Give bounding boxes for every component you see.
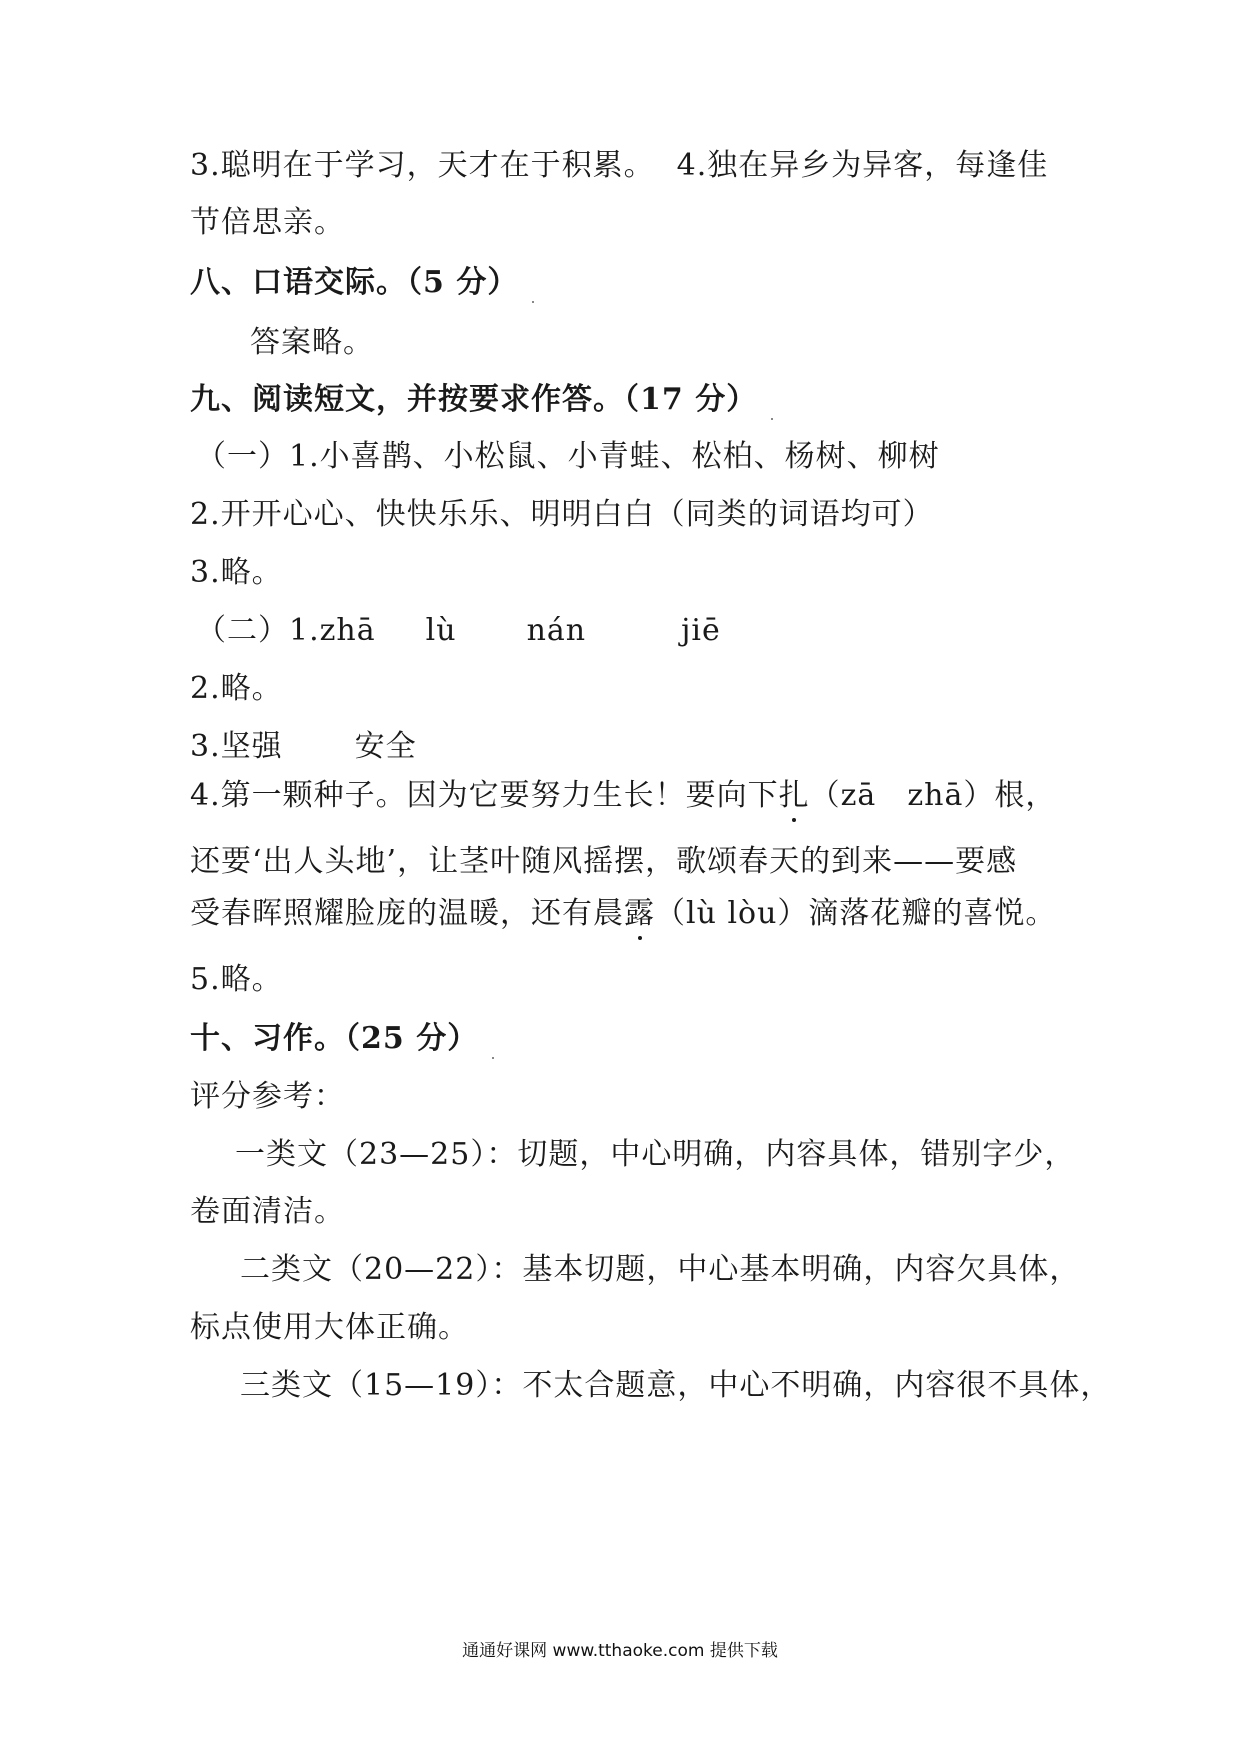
sub2-q3-word1: 3.坚强 [190,729,283,764]
scan-mark [771,418,773,420]
sub2-q4-pinyin: （zā zhā）根， [809,778,1057,813]
answer-4: 4.独在异乡为异客，每逢佳 [676,148,1049,183]
page-footer: 通通好课网 www.tthaoke.com 提供下载 [462,1641,778,1661]
scan-mark [532,301,534,303]
sub2-q1-prefix: （二）1. [196,613,320,648]
sub2-q4-line3 [190,894,1056,934]
sub1-q2: 2.开开心心、快快乐乐、明明白白（同类的词语均可） [190,497,934,532]
grade-1-line2: 卷面清洁。 [190,1194,345,1229]
sub2-q4-text: 4.第一颗种子。因为它要努力生长！要向下 [190,778,779,813]
section-9-title: 九、阅读短文，并按要求作答。（17 分） [190,382,758,417]
pinyin-2: lù [425,613,457,648]
emphasized-char: 露 [624,894,655,934]
grade-1-line1: 一类文（23—25）：切题，中心明确，内容具体，错别字少， [235,1137,1076,1172]
grading-reference: 评分参考： [190,1079,345,1114]
pinyin-1: zhā [319,613,376,648]
sub2-q4-text-cont: 受春晖照耀脸庞的温暖，还有晨 [190,896,624,931]
section-8-heading [190,263,534,303]
sub2-q2: 2.略。 [190,671,283,706]
answer-line-3-4 [190,146,1048,186]
section-9-heading [190,380,773,420]
sub1-q1: （一）1.小喜鹊、小松鼠、小青蛙、松柏、杨树、柳树 [196,439,940,474]
emphasized-char: 扎 [779,776,810,816]
sub1-q3: 3.略。 [190,555,283,590]
sub2-q3 [190,727,417,767]
sub2-q1 [196,611,721,651]
sub2-q4-line1 [190,776,1056,816]
answer-3: 3.聪明在于学习，天才在于积累。 [190,148,655,183]
section-10-title: 十、习作。（25 分） [190,1021,479,1056]
pinyin-3: nán [526,613,587,648]
sub2-q4-line2: 还要‘出人头地’，让茎叶随风摇摆，歌颂春天的到来——要感 [190,844,1018,879]
sub2-q4-pinyin-2: （lù lòu）滴落花瓣的喜悦。 [655,896,1057,931]
grade-3-line1: 三类文（15—19）：不太合题意，中心不明确，内容很不具体， [240,1368,1112,1403]
section-10-heading [190,1019,494,1059]
section-8-answer: 答案略。 [250,325,374,360]
answer-4-continued: 节倍思亲。 [190,205,345,240]
scan-mark [492,1057,494,1059]
grade-2-line2: 标点使用大体正确。 [190,1310,469,1345]
sub2-q3-word2: 安全 [354,729,417,764]
section-8-title: 八、口语交际。（5 分） [190,265,519,300]
pinyin-4: jiē [681,613,721,648]
grade-2-line1: 二类文（20—22）：基本切题，中心基本明确，内容欠具体， [240,1252,1081,1287]
sub2-q5: 5.略。 [190,962,283,997]
